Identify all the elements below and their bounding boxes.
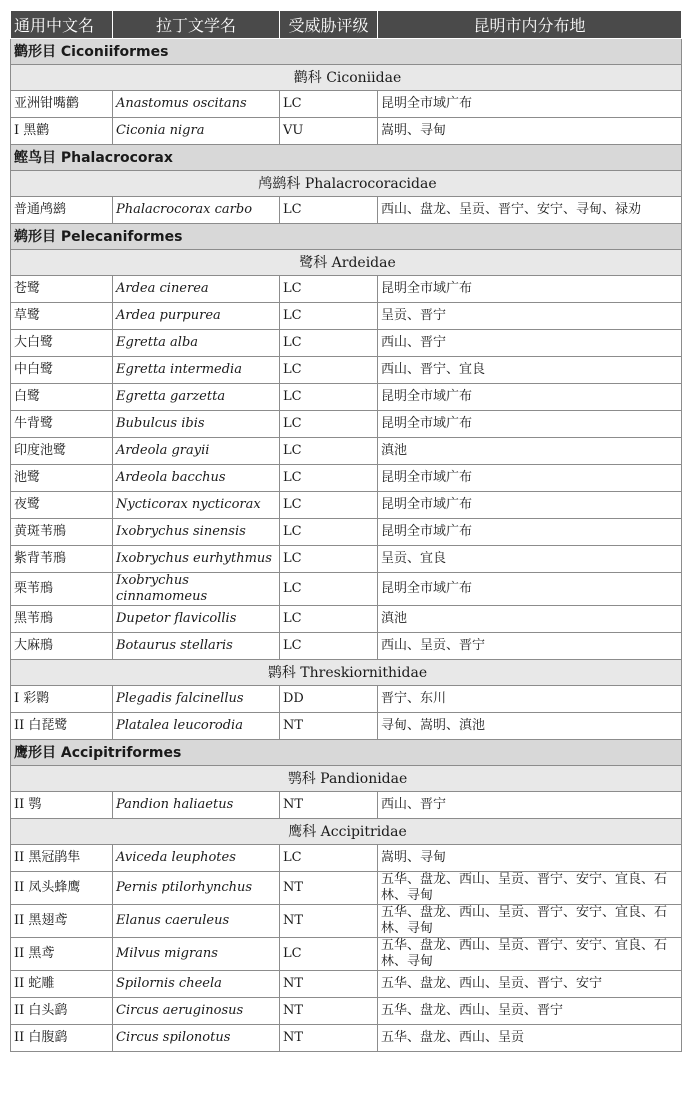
table-row [11,1025,682,1052]
distribution-cell: 西山、盘龙、呈贡、晋宁、安宁、寻甸、禄劝 [378,197,682,224]
latin-name-cell: Ardea cinerea [113,276,280,303]
latin-name-cell: Platalea leucorodia [113,713,280,740]
latin-name-cell: Egretta intermedia [113,357,280,384]
family-name: 鹗科 Pandionidae [11,766,682,792]
table-row [11,792,682,819]
common-name-cell: 大白鹭 [11,330,113,357]
distribution-cell: 五华、盘龙、西山、呈贡 [378,1025,682,1052]
threat-level-cell: NT [280,1025,378,1052]
family-name: 鹳科 Ciconiidae [11,65,682,91]
table-row [11,633,682,660]
threat-level-cell: LC [280,197,378,224]
threat-level-cell: LC [280,519,378,546]
common-name-cell: 草鹭 [11,303,113,330]
latin-name-cell: Circus spilonotus [113,1025,280,1052]
header-row [11,11,682,39]
table-row [11,465,682,492]
family-row [11,171,682,197]
common-name-cell: II 黑鸢 [11,938,113,971]
common-name-cell: 印度池鹭 [11,438,113,465]
common-name-cell: II 凤头蜂鹰 [11,872,113,905]
distribution-cell: 滇池 [378,438,682,465]
threat-level-cell: NT [280,872,378,905]
family-row [11,660,682,686]
common-name-cell: II 白琵鹭 [11,713,113,740]
table-row [11,546,682,573]
table-row [11,998,682,1025]
table-row [11,492,682,519]
distribution-cell: 昆明全市域广布 [378,573,682,606]
threat-level-cell: LC [280,276,378,303]
distribution-cell: 五华、盘龙、西山、呈贡、晋宁、安宁、宜良、石林、寻甸 [378,938,682,971]
family-name: 鸬鹚科 Phalacrocoracidae [11,171,682,197]
distribution-cell: 呈贡、宜良 [378,546,682,573]
distribution-cell: 西山、呈贡、晋宁 [378,633,682,660]
common-name-cell: II 白头鹞 [11,998,113,1025]
threat-level-cell: LC [280,938,378,971]
latin-name-cell: Egretta alba [113,330,280,357]
common-name-cell: 普通鸬鹚 [11,197,113,224]
threat-level-cell: LC [280,492,378,519]
order-row [11,39,682,65]
common-name-cell: 紫背苇鳽 [11,546,113,573]
distribution-cell: 昆明全市域广布 [378,411,682,438]
threat-level-cell: LC [280,91,378,118]
distribution-cell: 嵩明、寻甸 [378,118,682,145]
common-name-cell: I 黑鹳 [11,118,113,145]
distribution-cell: 西山、晋宁 [378,792,682,819]
latin-name-cell: Circus aeruginosus [113,998,280,1025]
distribution-cell: 西山、晋宁、宜良 [378,357,682,384]
latin-name-cell: Spilornis cheela [113,971,280,998]
table-row [11,606,682,633]
family-row [11,819,682,845]
header-threat-level: 受威胁评级 [280,11,378,39]
table-body [11,39,682,1052]
latin-name-cell: Ixobrychus eurhythmus [113,546,280,573]
common-name-cell: I 彩鹮 [11,686,113,713]
latin-name-cell: Nycticorax nycticorax [113,492,280,519]
distribution-cell: 呈贡、晋宁 [378,303,682,330]
distribution-cell: 晋宁、东川 [378,686,682,713]
distribution-cell: 昆明全市域广布 [378,384,682,411]
table-row [11,845,682,872]
common-name-cell: 池鹭 [11,465,113,492]
latin-name-cell: Ciconia nigra [113,118,280,145]
threat-level-cell: LC [280,845,378,872]
threat-level-cell: NT [280,905,378,938]
latin-name-cell: Ardea purpurea [113,303,280,330]
threat-level-cell: VU [280,118,378,145]
common-name-cell: II 蛇雕 [11,971,113,998]
common-name-cell: 黑苇鳽 [11,606,113,633]
distribution-cell: 嵩明、寻甸 [378,845,682,872]
distribution-cell: 寻甸、嵩明、滇池 [378,713,682,740]
latin-name-cell: Dupetor flavicollis [113,606,280,633]
order-name: 鹈形目 Pelecaniformes [11,224,682,250]
common-name-cell: II 黑翅鸢 [11,905,113,938]
latin-name-cell: Ardeola bacchus [113,465,280,492]
species-table-container [10,10,681,1052]
threat-level-cell: DD [280,686,378,713]
threat-level-cell: LC [280,438,378,465]
order-row [11,740,682,766]
distribution-cell: 昆明全市域广布 [378,91,682,118]
table-row [11,438,682,465]
threat-level-cell: LC [280,384,378,411]
table-row [11,519,682,546]
species-table [10,10,682,1052]
distribution-cell: 昆明全市域广布 [378,519,682,546]
latin-name-cell: Ixobrychus sinensis [113,519,280,546]
table-row [11,384,682,411]
table-row [11,938,682,971]
common-name-cell: 夜鹭 [11,492,113,519]
latin-name-cell: Milvus migrans [113,938,280,971]
threat-level-cell: LC [280,330,378,357]
header-distribution: 昆明市内分布地 [378,11,682,39]
latin-name-cell: Ardeola grayii [113,438,280,465]
latin-name-cell: Pernis ptilorhynchus [113,872,280,905]
latin-name-cell: Aviceda leuphotes [113,845,280,872]
common-name-cell: II 鹗 [11,792,113,819]
common-name-cell: 中白鹭 [11,357,113,384]
latin-name-cell: Egretta garzetta [113,384,280,411]
family-name: 鹰科 Accipitridae [11,819,682,845]
order-name: 鹰形目 Accipitriformes [11,740,682,766]
family-row [11,65,682,91]
latin-name-cell: Plegadis falcinellus [113,686,280,713]
table-row [11,276,682,303]
common-name-cell: 牛背鹭 [11,411,113,438]
table-row [11,118,682,145]
distribution-cell: 昆明全市域广布 [378,465,682,492]
latin-name-cell: Anastomus oscitans [113,91,280,118]
table-row [11,330,682,357]
threat-level-cell: LC [280,633,378,660]
table-row [11,91,682,118]
common-name-cell: 大麻鳽 [11,633,113,660]
latin-name-cell: Elanus caeruleus [113,905,280,938]
latin-name-cell: Bubulcus ibis [113,411,280,438]
family-row [11,766,682,792]
distribution-cell: 滇池 [378,606,682,633]
table-row [11,573,682,606]
common-name-cell: 黄斑苇鳽 [11,519,113,546]
table-row [11,971,682,998]
threat-level-cell: LC [280,303,378,330]
threat-level-cell: LC [280,573,378,606]
common-name-cell: 苍鹭 [11,276,113,303]
threat-level-cell: LC [280,546,378,573]
common-name-cell: 亚洲钳嘴鹳 [11,91,113,118]
distribution-cell: 五华、盘龙、西山、呈贡、晋宁 [378,998,682,1025]
latin-name-cell: Ixobrychus cinnamomeus [113,573,280,606]
threat-level-cell: NT [280,971,378,998]
table-row [11,713,682,740]
table-row [11,303,682,330]
latin-name-cell: Pandion haliaetus [113,792,280,819]
table-row [11,872,682,905]
distribution-cell: 五华、盘龙、西山、呈贡、晋宁、安宁、宜良、石林、寻甸 [378,905,682,938]
threat-level-cell: LC [280,606,378,633]
threat-level-cell: NT [280,998,378,1025]
order-name: 鲣鸟目 Phalacrocorax [11,145,682,171]
table-row [11,686,682,713]
header-common-name: 通用中文名 [11,11,113,39]
family-row [11,250,682,276]
order-row [11,224,682,250]
table-row [11,197,682,224]
distribution-cell: 昆明全市域广布 [378,276,682,303]
latin-name-cell: Botaurus stellaris [113,633,280,660]
threat-level-cell: NT [280,792,378,819]
latin-name-cell: Phalacrocorax carbo [113,197,280,224]
family-name: 鹭科 Ardeidae [11,250,682,276]
common-name-cell: II 黑冠鹃隼 [11,845,113,872]
distribution-cell: 五华、盘龙、西山、呈贡、晋宁、安宁 [378,971,682,998]
family-name: 鹮科 Threskiornithidae [11,660,682,686]
distribution-cell: 西山、晋宁 [378,330,682,357]
threat-level-cell: NT [280,713,378,740]
table-row [11,357,682,384]
order-name: 鹳形目 Ciconiiformes [11,39,682,65]
common-name-cell: 白鹭 [11,384,113,411]
threat-level-cell: LC [280,411,378,438]
table-row [11,905,682,938]
threat-level-cell: LC [280,465,378,492]
order-row [11,145,682,171]
distribution-cell: 昆明全市域广布 [378,492,682,519]
table-row [11,411,682,438]
threat-level-cell: LC [280,357,378,384]
distribution-cell: 五华、盘龙、西山、呈贡、晋宁、安宁、宜良、石林、寻甸 [378,872,682,905]
header-latin-name: 拉丁文学名 [113,11,280,39]
common-name-cell: II 白腹鹞 [11,1025,113,1052]
common-name-cell: 栗苇鳽 [11,573,113,606]
